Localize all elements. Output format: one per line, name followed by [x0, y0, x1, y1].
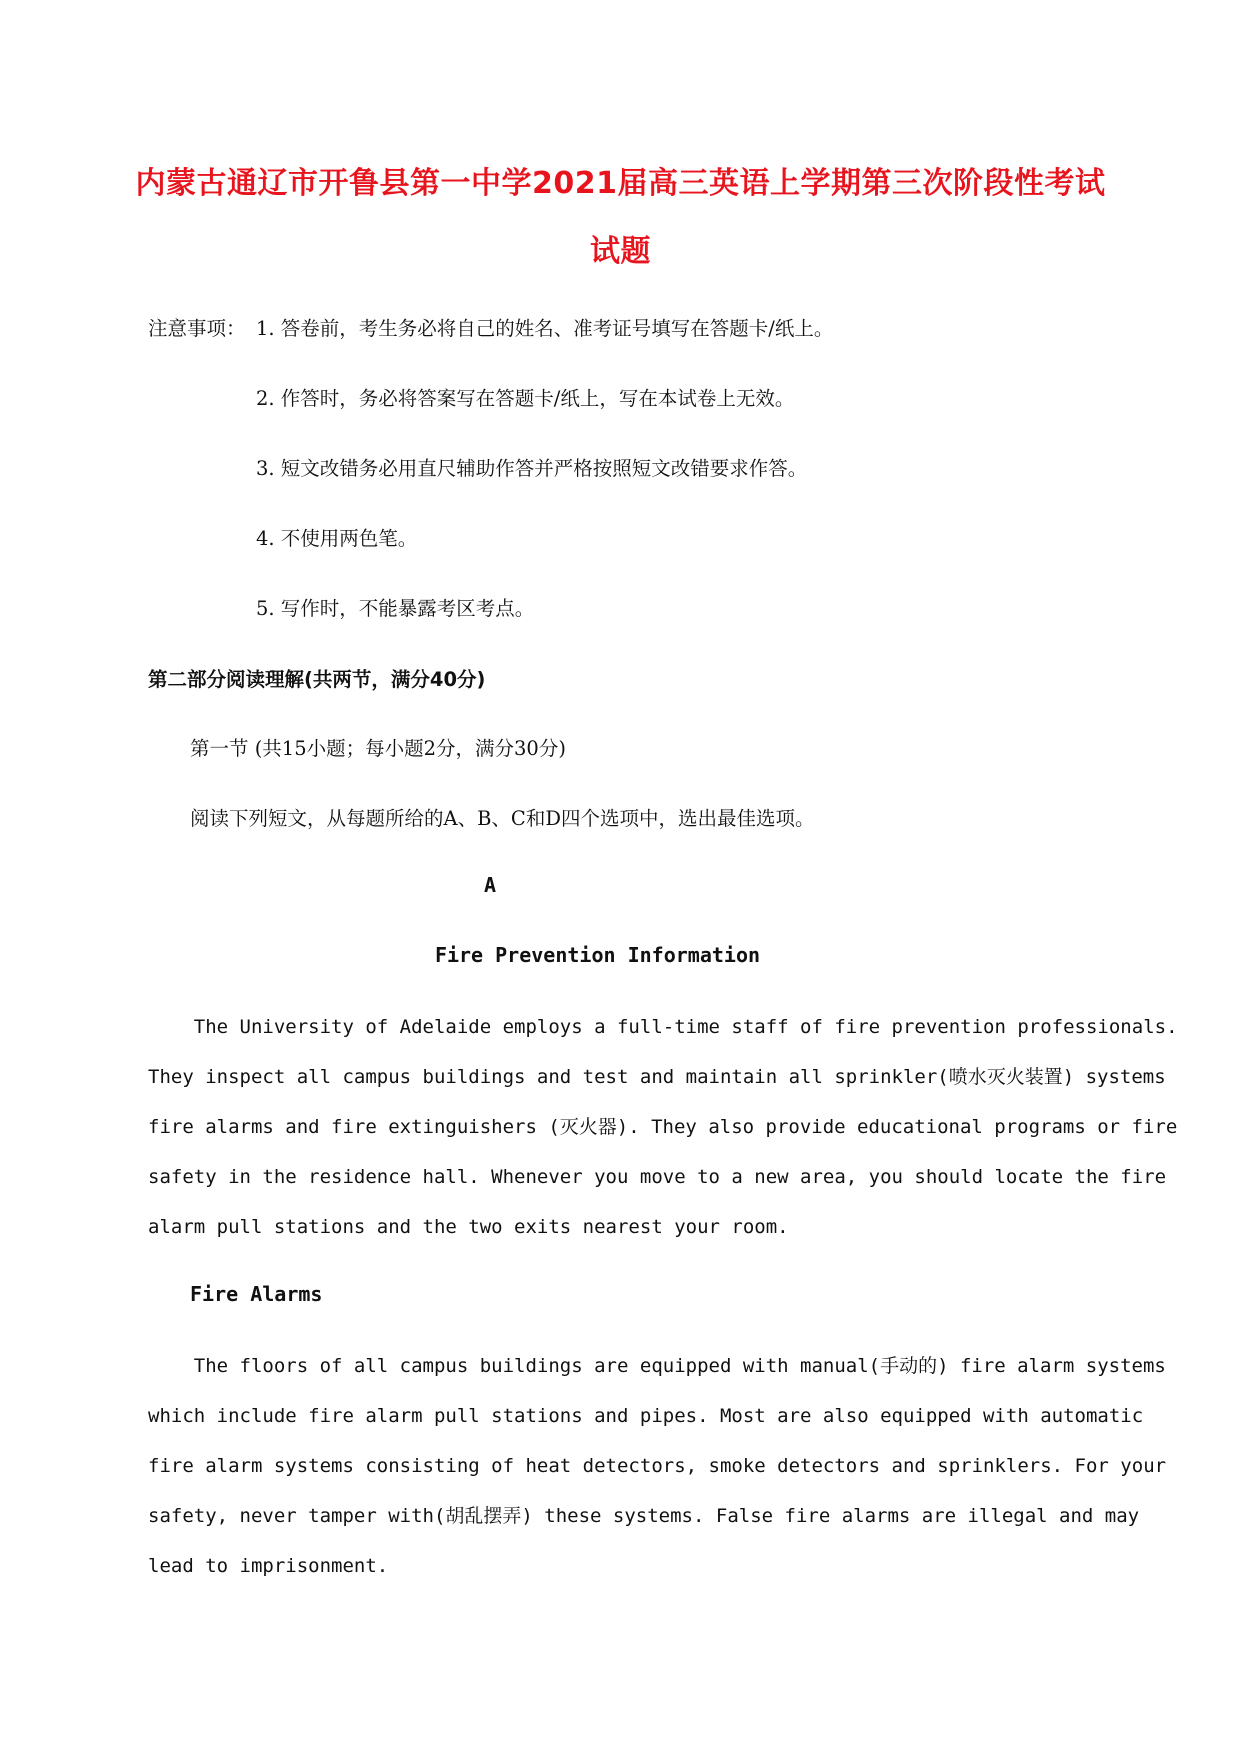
- paragraph-1: [148, 1012, 1178, 1262]
- exam-title-line2: 试题: [590, 234, 651, 269]
- paragraph-1-line-3: fire alarms and fire extinguishers (灭火器). They also provide educational programs or fire: [148, 1116, 1178, 1138]
- paragraph-2-line-2: which include fire alarm pull stations and pipes. Most are also equipped with automatic: [148, 1405, 1144, 1427]
- notice-item-3: 3. 短文改错务必用直尺辅助作答并严格按照短文改错要求作答。: [256, 457, 808, 480]
- exam-title-line1: 内蒙古通辽市开鲁县第一中学2021届高三英语上学期第三次阶段性考试: [135, 166, 1106, 201]
- subheading-fire-alarms: Fire Alarms: [190, 1282, 323, 1306]
- paragraph-1-line-1: The University of Adelaide employs a full-time staff of fire prevention professionals.: [148, 1016, 1178, 1038]
- notice-item-5: 5. 写作时，不能暴露考区考点。: [256, 597, 535, 620]
- paragraph-1-line-2: They inspect all campus buildings and test and maintain all sprinkler(喷水灭火装置) systems: [148, 1066, 1166, 1088]
- notice-item-1: 1. 答卷前，考生务必将自己的姓名、准考证号填写在答题卡/纸上。: [256, 317, 834, 340]
- notice-item-2: 2. 作答时，务必将答案写在答题卡/纸上，写在本试卷上无效。: [256, 387, 795, 410]
- paragraph-2-line-4: safety, never tamper with(胡乱摆弄) these systems. False fire alarms are illegal and may: [148, 1505, 1140, 1527]
- notice-label: 注意事项：: [148, 317, 246, 340]
- paragraph-2-line-1: The floors of all campus buildings are equipped with manual(手动的) fire alarm systems: [148, 1355, 1166, 1377]
- paragraph-1-line-4: safety in the residence hall. Whenever you move to a new area, you should locate the fire: [148, 1166, 1167, 1188]
- section1-heading: 第一节 (共15小题；每小题2分，满分30分): [190, 737, 566, 760]
- part2-heading: 第二部分阅读理解(共两节，满分40分): [148, 668, 486, 691]
- paragraph-1-line-5: alarm pull stations and the two exits nearest your room.: [148, 1216, 789, 1238]
- paragraph-2-line-5: lead to imprisonment.: [148, 1555, 389, 1577]
- paragraph-2: [148, 1351, 1167, 1601]
- passage-title: Fire Prevention Information: [434, 943, 761, 967]
- paragraph-2-line-3: fire alarm systems consisting of heat detectors, smoke detectors and sprinklers. For your: [148, 1455, 1167, 1477]
- notice-item-4: 4. 不使用两色笔。: [256, 527, 418, 550]
- reading-instruction: 阅读下列短文，从每题所给的A、B、C和D四个选项中，选出最佳选项。: [190, 807, 815, 830]
- passage-label: A: [484, 873, 497, 897]
